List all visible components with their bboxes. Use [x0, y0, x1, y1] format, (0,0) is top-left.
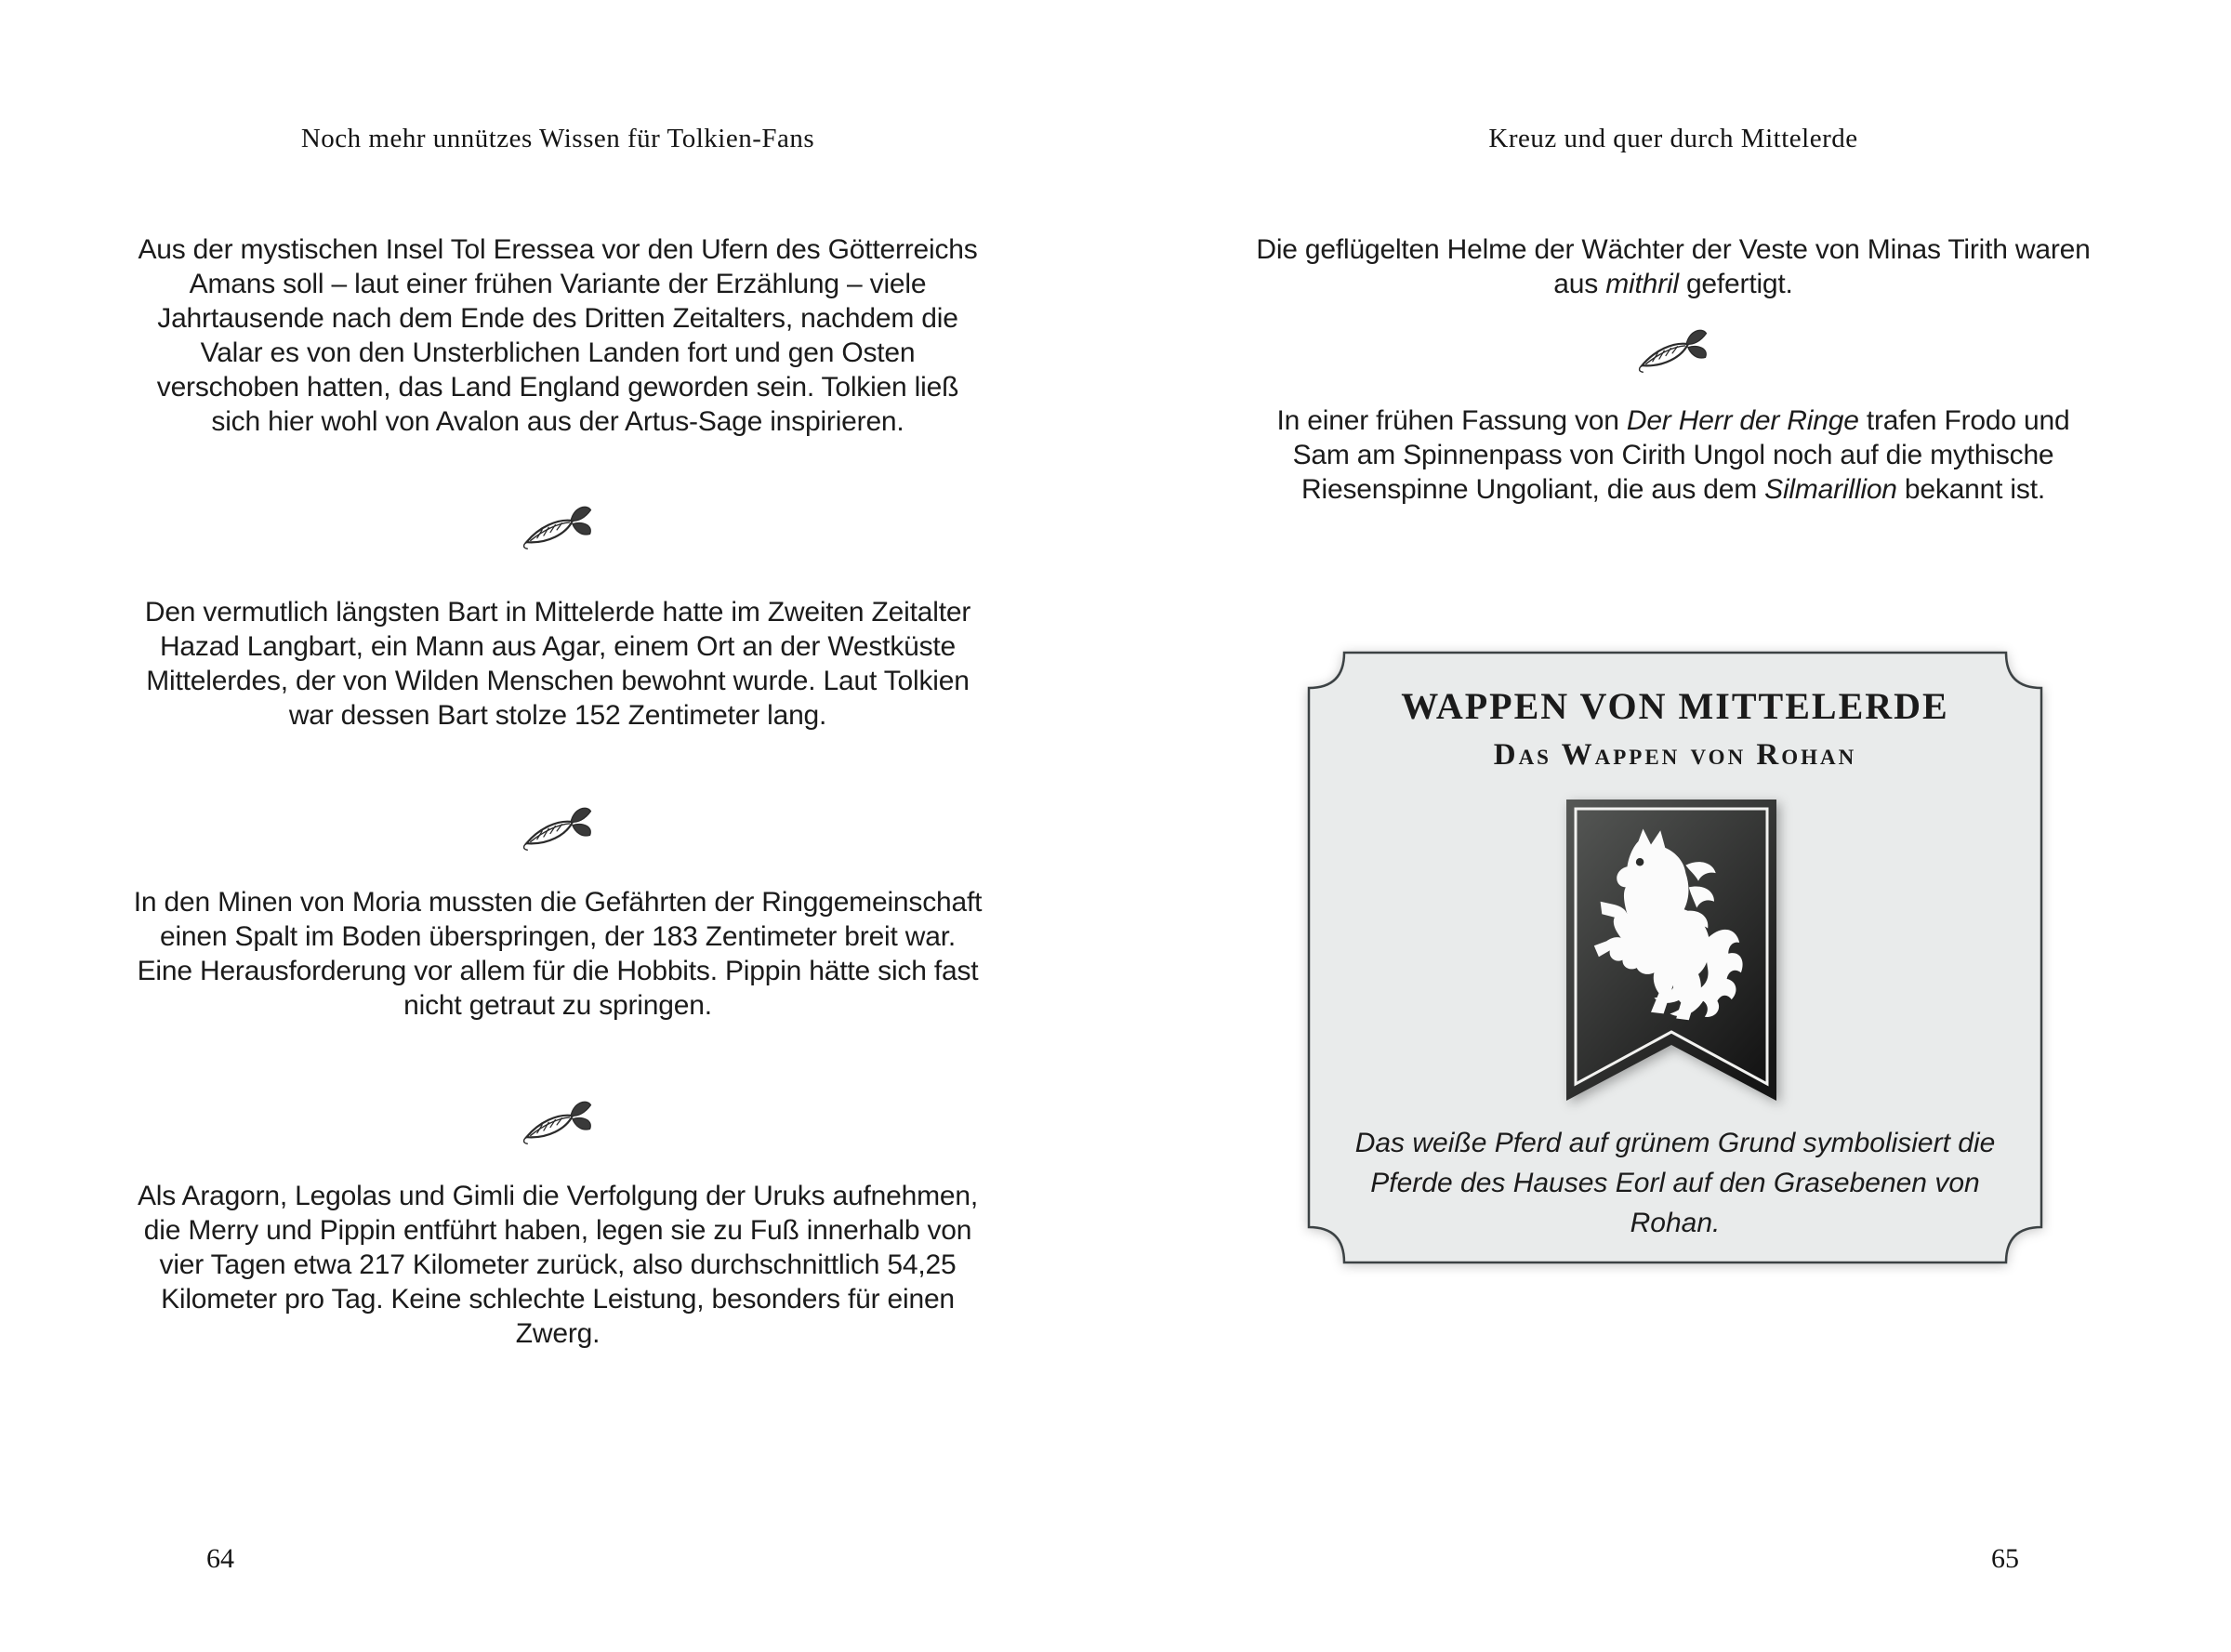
page-number-left: 64 [206, 1543, 234, 1574]
trivia-paragraph: Aus der mystischen Insel Tol Eressea vor den Ufern des Götterreichs Amans soll – laut einer frühen Variante der Erzählung – viele Jahrtausende nach dem Ende des Dritten Zeitalters, nachdem die Valar es von den Unsterblichen Landen fort und gen Osten verschoben hatten, das Land England geworden sein. Tolkien ließ sich hier wohl von Avalon aus der Artus-Sage inspirieren. [138, 234, 978, 437]
running-head-right: Kreuz und quer durch Mittelerde [1488, 124, 1858, 153]
running-head-left: Noch mehr unnützes Wissen für Tolkien-Fans [300, 124, 815, 153]
crest-title: WAPPEN VON MITTELERDE [1401, 685, 1949, 727]
crest-panel [1307, 651, 2043, 1264]
winged-leaf-ornament-icon [1636, 324, 1710, 381]
rohan-banner-icon [1564, 798, 1778, 1104]
crest-caption: Das weiße Pferd auf grünem Grund symbolisiert die Pferde des Hauses Eorl auf den Grasebenen von Rohan. [1354, 1128, 1996, 1238]
trivia-paragraph: Als Aragorn, Legolas und Gimli die Verfolgung der Uruks aufnehmen, die Merry und Pippin entführt haben, legen sie zu Fuß innerhalb von vier Tagen etwa 217 Kilometer zurück, also durchschnittlich 54,25 Kilometer pro Tag. Keine schlechte Leistung, besonders für einen Zwerg. [138, 1181, 978, 1349]
crest-subtitle: Das Wappen von Rohan [1493, 738, 1857, 772]
trivia-paragraph: Die geflügelten Helme der Wächter der Veste von Minas Tirith waren aus mithril gefertigt. [1256, 234, 2091, 299]
winged-leaf-ornament-icon [521, 1095, 595, 1153]
page-number-right: 65 [1991, 1543, 2019, 1574]
winged-leaf-ornament-icon [521, 801, 595, 859]
winged-leaf-ornament-icon [521, 500, 595, 558]
trivia-paragraph: In den Minen von Moria mussten die Gefährten der Ringgemeinschaft einen Spalt im Boden überspringen, der 183 Zentimeter breit war. Eine Herausforderung vor allem für die Hobbits. Pippin hätte sich fast nicht getraut zu springen. [133, 887, 983, 1021]
trivia-paragraph: Den vermutlich längsten Bart in Mittelerde hatte im Zweiten Zeitalter Hazad Langbart, ein Mann aus Agar, einem Ort an der Westküste Mittelerdes, der von Wilden Menschen bewohnt wurde. Laut Tolkien war dessen Bart stolze 152 Zentimeter lang. [144, 597, 971, 731]
trivia-paragraph: In einer frühen Fassung von Der Herr der Ringe trafen Frodo und Sam am Spinnenpass von Cirith Ungol noch auf die mythische Riesenspinne Ungoliant, die aus dem Silmarillion bekannt ist. [1276, 405, 2070, 505]
horse-eye [1636, 858, 1644, 866]
right-page [1116, 0, 2231, 1652]
